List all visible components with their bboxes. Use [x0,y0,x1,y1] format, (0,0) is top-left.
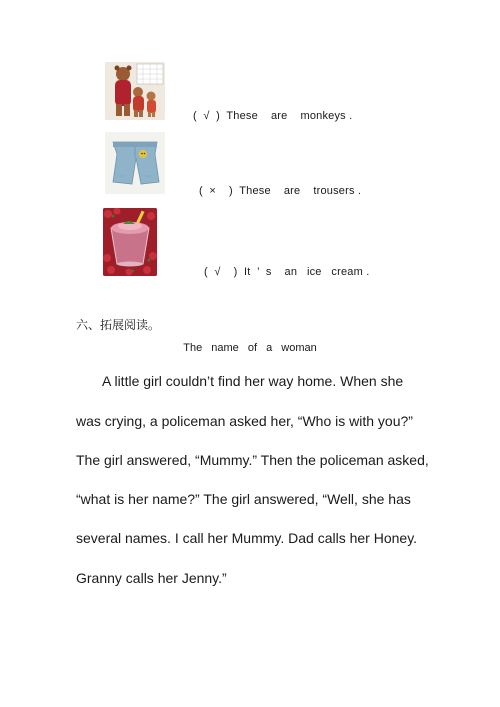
paragraph-line: The girl answered, “Mummy.” Then the policeman asked, [76,452,429,468]
check-mark: √ [203,110,210,122]
cross-mark: × [209,185,217,197]
paragraph-line: was crying, a policeman asked her, “Who is with you?” [76,413,413,429]
trousers-image [105,132,165,194]
paragraph-line: several names. I call her Mummy. Dad calls her Honey. [76,530,418,546]
teddy-bears-image [105,62,165,120]
exercise-sentence: It ’ s an ice cream . [244,266,370,278]
section-heading: 六、拓展阅读。 [76,318,161,332]
paragraph-line: “what is her name?” The girl answered, “Well, she has [76,491,411,507]
exercise-answer-3: ( √ ) It ’ s an ice cream . [204,266,370,278]
paragraph-line: Granny calls her Jenny.” [76,570,227,586]
exercise-answer-1: ( √ ) These are monkeys . [193,110,353,122]
exercise-answer-2: ( × ) These are trousers . [199,185,362,197]
exercise-sentence: These are trousers . [239,185,362,197]
story-title: The name of a woman [183,342,317,354]
ice-cream-image [103,208,157,276]
exercise-sentence: These are monkeys . [226,110,353,122]
paragraph-line: A little girl couldn’t find her way home. When she [102,373,404,389]
check-mark: √ [214,266,221,278]
